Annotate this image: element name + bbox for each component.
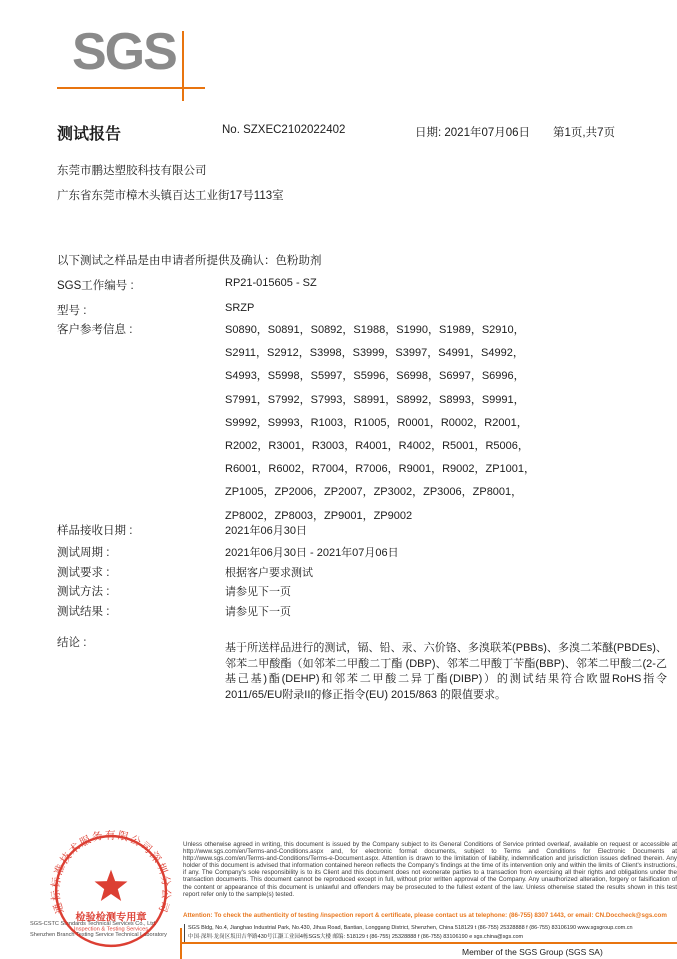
terms-disclaimer: Unless otherwise agreed in writing, this document is issued by the Company subject to its General Conditions of Service printed overleaf, available on request or accessible at http://www.sgs.com/en/Terms-and-Conditions.aspx and, for electronic format documents, subject to Terms and Conditions for Electronic Documents at http://www.sgs.com/en/Terms-and-Conditions/Terms-e-Document.aspx. Attention is drawn to the limitation of liability, indemnification and jurisdiction issues defined therein. Any holder of this document is advised that information contained hereon reflects the Company's findings at the time of its intervention only and within the limits of Client's instructions, if any. The Company's sole responsibility is to its Client and this document does not exonerate parties to a transaction from exercising all their rights and obligations under the transaction documents. This document cannot be reproduced except in full, without prior written approval of the Company. Any unauthorized alteration, forgery or falsification of the content or appearance of this document is unlawful and offenders may be prosecuted to the fullest extent of the law. Unless otherwise stated the results shown in this test report refer only to the sample(s) tested. [183,841,677,898]
report-number: No. SZXEC2102022402 [222,124,346,136]
client-ref-line: R2002，R3001，R3003，R4001，R4002，R5001，R5006， [225,440,529,453]
client-ref-line: S4993，S5998，S5997，S5996，S6998，S6997，S6996， [225,370,525,383]
star-icon [95,870,128,901]
client-ref-line: S0890，S0891，S0892，S1988，S1990，S1989，S2910， [225,324,525,336]
sample-statement: 以下测试之样品是由申请者所提供及确认：色粉助剂 [57,255,322,267]
conclusion-text: 基于所送样品进行的测试，镉、铅、汞、六价铬、多溴联苯(PBBs)、多溴二苯醚(PBDEs)、邻苯二甲酸酯（如邻苯二甲酸二丁酯 (DBP)、邻苯二甲酸丁苄酯(BBP)、邻苯二甲酸二(2-乙基己基)酯(DEHP)和邻苯二甲酸二异丁酯(DIBP)）的测试结果符合欧盟RoHS指令2011/65/EU附录II的修正指令(EU) 2015/863 的限值要求。 [225,642,667,701]
field-label: 测试要求 : [57,567,110,579]
field-label: SGS工作编号 : [57,280,134,292]
lab-company-line2: Shenzhen Branch Testing Service Technical Laboratory [30,932,167,938]
member-note: Member of the SGS Group (SGS SA) [462,947,603,957]
page-indicator: 第1页,共7页 [553,127,615,139]
field-label: 结论 : [57,637,87,649]
lab-company-line1: SGS-CSTC Standards Technical Services Co., Ltd. [30,921,157,927]
applicant-address: 广东省东莞市樟木头镇百达工业街17号113室 [57,190,284,202]
report-date: 日期: 2021年07月06日 [415,127,531,139]
stamp-ring-text: 通标标准技术服务有限公司深圳分公司 [50,830,172,915]
field-label: 测试周期 : [57,547,110,559]
client-ref-line: S9992，S9993，R1003，R1005，R0001，R0002，R2001， [225,416,528,429]
client-ref-line: ZP1005，ZP2006，ZP2007，ZP3002，ZP3006，ZP8001， [225,486,523,499]
field-value: 2021年06月30日 - 2021年07月06日 [225,547,399,559]
client-ref-line: R6001，R6002，R7004，R7006，R9001，R9002，ZP1001， [225,463,536,476]
client-ref-line: S7991，S7992，S7993，S8991，S8992，S8993，S9991， [225,393,525,406]
footer-orange-hline [180,942,677,944]
field-value: 请参见下一页 [225,606,291,618]
field-value: RP21-015605 - SZ [225,277,317,289]
client-reference-list [225,319,535,528]
stamp-en-label: Inspection & Testing Services [73,926,149,933]
field-label: 客户参考信息 : [57,324,133,336]
field-value: 2021年06月30日 [225,525,307,537]
inspection-stamp [50,830,172,952]
stamp-cn-label: 检验检测专用章 [75,912,147,924]
authenticity-attention-note: Attention: To check the authenticity of testing /inspection report & certificate, please contact us at telephone: (86-755) 8307 1443, or email: CN.Doccheck@sgs.com [183,912,667,919]
logo-crossline [182,31,184,101]
applicant-company: 东莞市鹏达塑胶科技有限公司 [57,165,207,177]
field-label: 样品接收日期 : [57,525,133,537]
page-title: 测试报告 [57,126,122,143]
field-label: 型号 : [57,305,87,317]
address-chinese: 中国·深圳·龙岗区坂田吉华路430号江灏工业园4栋SGS大楼 邮编: 518129 t (86-755) 25328888 f (86-755) 83106190 e sgs.china@sgs.com [188,934,524,940]
address-block [184,924,677,942]
field-label: 测试结果 : [57,606,110,618]
address-english: SGS Bldg, No.4, Jianghao Industrial Park, No.430, Jihua Road, Bantian, Longgang District, Shenzhen, China 518129 t (86-755) 25328888 f (86-755) 83106190 www.sgsgroup.com.cn [188,925,633,931]
field-value: 根据客户要求测试 [225,567,313,579]
client-ref-line: S2911，S2912，S3998，S3999，S3997，S4991，S4992， [225,347,524,360]
client-ref-line: ZP8002，ZP8003，ZP9001，ZP9002 [225,509,413,522]
field-label: 测试方法 : [57,586,110,598]
field-value: SRZP [225,302,255,314]
field-value: 请参见下一页 [225,586,291,598]
sgs-logo: SGS [72,23,176,81]
